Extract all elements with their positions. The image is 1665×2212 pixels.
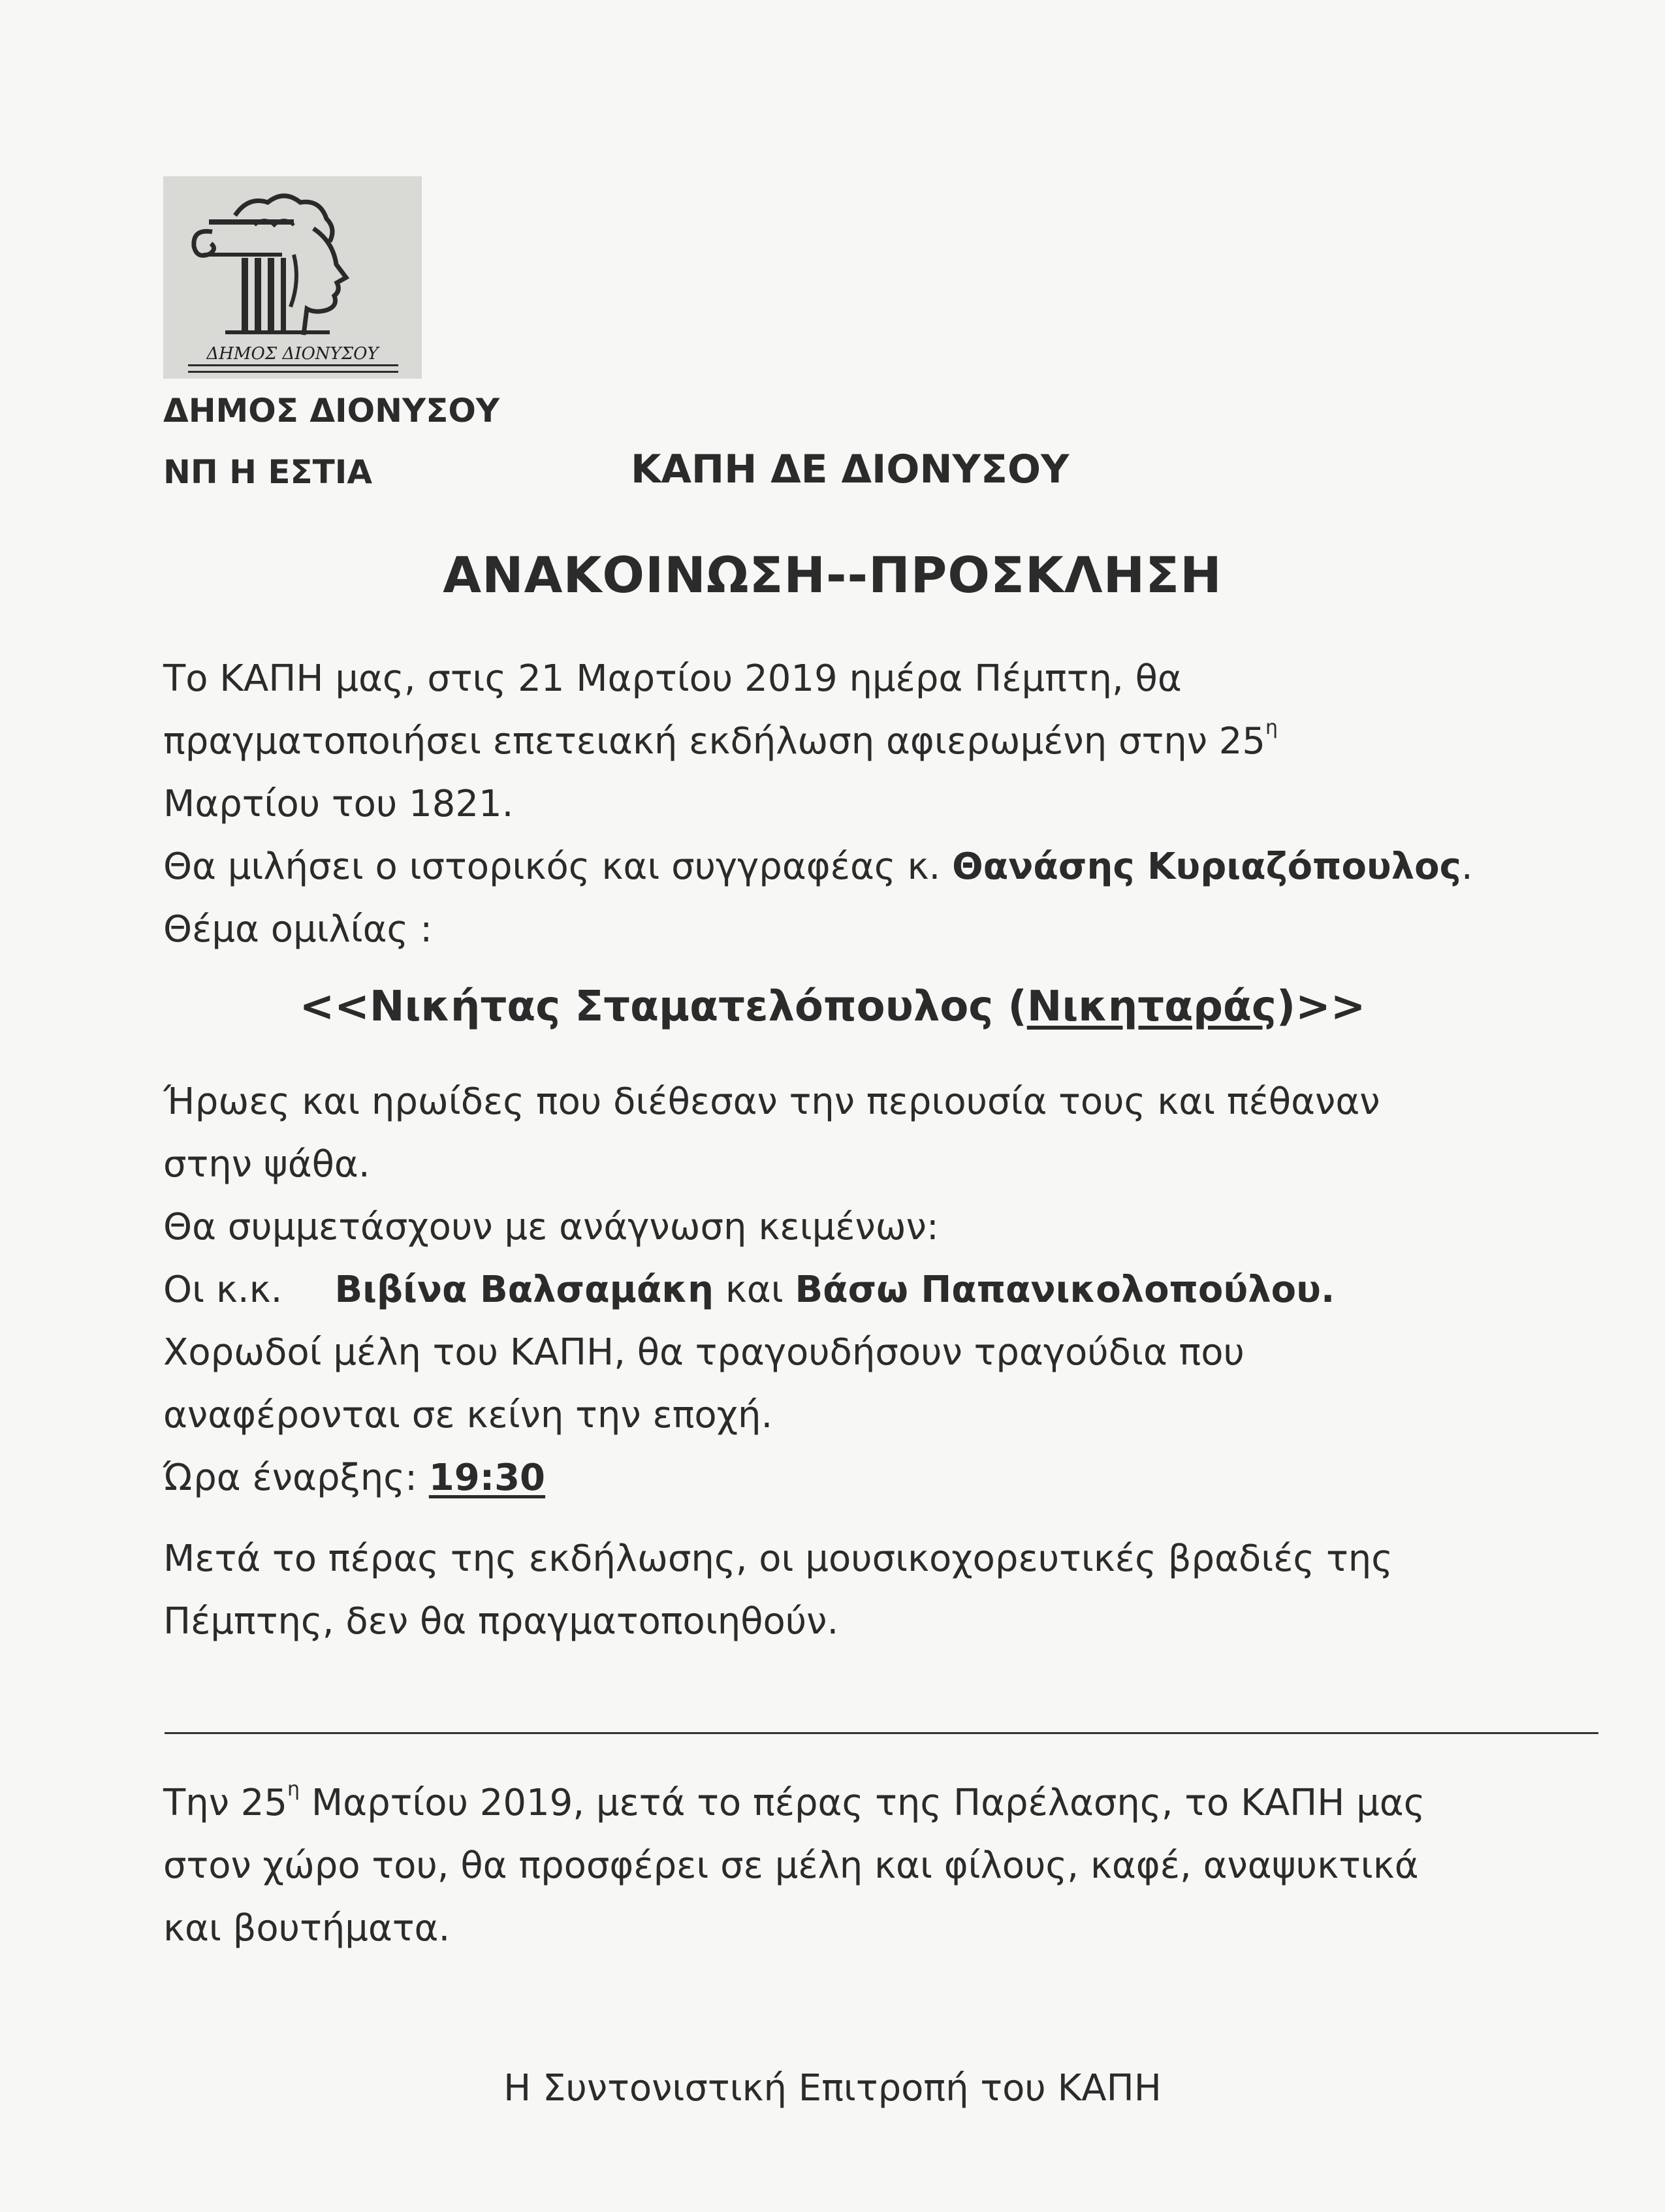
footer-line-1: Την $25^\eta$ Μαρτίου 2019, μετά το πέρας της Παρέλασης, το ΚΑΠΗ μας: [163, 1778, 1425, 1824]
body-line-1: Ήρωες και ηρωίδες που διέθεσαν την περιουσία τους και πέθαναν: [163, 1081, 1380, 1123]
note-line-2: Πέμπτης, δεν θα πραγματοποιηθούν.: [163, 1600, 839, 1643]
note-paragraph: [163, 1528, 1393, 1653]
municipality-logo: [163, 176, 422, 379]
municipality-name: ΔΗΜΟΣ ΔΙΟΝΥΣΟΥ: [163, 392, 500, 430]
center-name: ΚΑΠΗ ΔΕ ΔΙΟΝΥΣΟΥ: [631, 447, 1070, 492]
readers-line: Οι κ.κ. Βιβίνα Βαλσαμάκη και Βάσω Παπανικολοπούλου.: [163, 1269, 1335, 1311]
footer-paragraph: [163, 1772, 1425, 1960]
note-line-1: Μετά το πέρας της εκδήλωσης, οι μουσικοχορευτικές βραδιές της: [163, 1538, 1393, 1580]
start-time: 19:30: [428, 1457, 546, 1499]
logo-caption: ΔΗΜΟΣ ΔΙΟΝΥΣΟΥ: [206, 344, 379, 364]
reader-2: Βάσω Παπανικολοπούλου.: [795, 1269, 1335, 1311]
signature: Η Συντονιστική Επιτροπή του ΚΑΠΗ: [503, 2067, 1162, 2109]
ionic-column-head-emblem: [163, 176, 422, 379]
topic-label: Θέμα ομιλίας :: [163, 908, 433, 951]
footer-line-2: στον χώρο του, θα προσφέρει σε μέλη και φίλους, καφέ, αναψυκτικά: [163, 1844, 1419, 1887]
reader-1: Βιβίνα Βαλσαμάκη: [334, 1269, 714, 1311]
body-line-2: στην ψάθα.: [163, 1143, 370, 1186]
footer-line-3: και βουτήματα.: [163, 1907, 451, 1950]
speaker-line: Θα μιλήσει ο ιστορικός και συγγραφέας κ. Θανάσης Κυριαζόπουλος.: [163, 845, 1473, 888]
start-time-line: Ώρα έναρξης: 19:30: [163, 1457, 546, 1499]
topic-nickname: Νικηταράς: [1026, 983, 1276, 1031]
intro-line-3: Μαρτίου του 1821.: [163, 783, 514, 825]
entity-name: ΝΠ Η ΕΣΤΙΑ: [163, 453, 373, 491]
intro-line-1: Το ΚΑΠΗ μας, στις 21 Μαρτίου 2019 ημέρα Πέμπτη, θα: [163, 657, 1182, 700]
body-paragraph: [163, 1071, 1380, 1509]
body-line-5: Χορωδοί μέλη του ΚΑΠΗ, θα τραγουδήσουν τραγούδια που: [163, 1331, 1245, 1374]
body-line-3: Θα συμμετάσχουν με ανάγνωση κειμένων:: [163, 1206, 939, 1248]
page-title: ΑΝΑΚΟΙΝΩΣΗ--ΠΡΟΣΚΛΗΣΗ: [443, 546, 1222, 604]
body-line-6: αναφέρονται σε κείνη την εποχή.: [163, 1394, 773, 1436]
speaker-name: Θανάσης Κυριαζόπουλος: [952, 845, 1461, 888]
superscript-eta: η: [1265, 716, 1278, 739]
superscript-eta: η: [287, 1778, 300, 1801]
intro-line-2: πραγματοποιήσει επετειακή εκδήλωση αφιερωμένη στην $25^\eta$: [163, 716, 1278, 763]
divider-line: [165, 1732, 1598, 1734]
talk-topic: <<Νικήτας Σταματελόπουλος (Νικηταράς)>>: [299, 983, 1366, 1031]
intro-paragraph: [163, 648, 1473, 961]
